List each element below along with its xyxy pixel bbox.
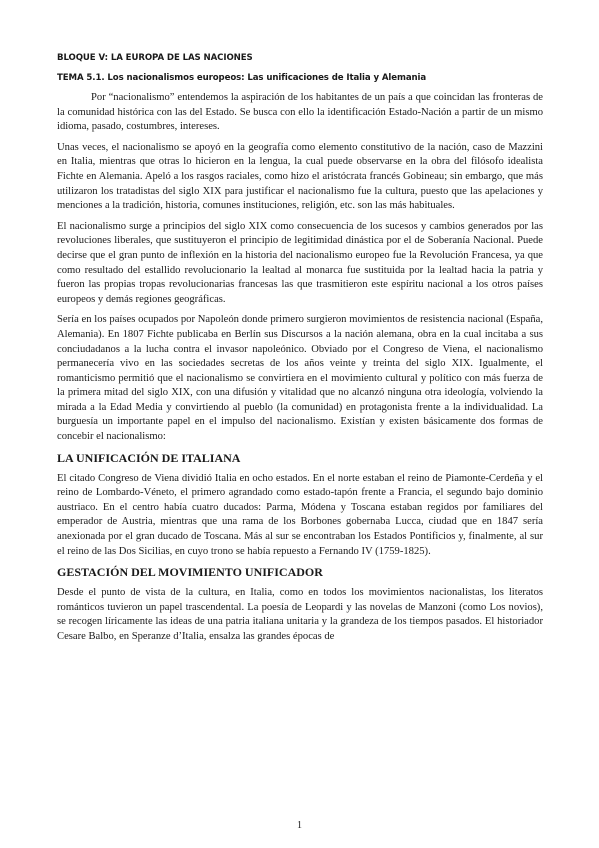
intro-paragraph-2: Unas veces, el nacionalismo se apoyó en la geografía como elemento constitutivo de la nación, caso de Mazzini en Italia, mientras que otras lo hicieron en la lengua, la cual puede observarse en la obra del filósofo idealista Fichte en Alemania. Apeló a los rasgos raciales, como hizo el aristócrata francés Gobineau; sin embargo, que más utilizaron los tratadistas del siglo XIX para justificar el nacionalismo fue la cultura, puesto que las apelaciones y menciones a la tradición, historia, comunes instituciones, religión, etc. son las más habituales. [57,141,543,212]
section-paragraph-gestacion: Desde el punto de vista de la cultura, en Italia, como en todos los movimientos nacionalistas, los literatos románticos tuvieron un papel trascendental. La poesía de Leopardi y las novelas de Manzoni (como Los novios), se recogen líricamente las ideas de una patria italiana unitaria y la grandeza de los tiempos pasados. El historiador Cesare Balbo, en Speranze d’Italia, ensalza las grandes épocas de [57,587,543,642]
intro-paragraph-1: Por “nacionalismo” entendemos la aspiración de los habitantes de un país a que coincidan las fronteras de la comunidad histórica con las del Estado. Se busca con ello la identificación Estado-Nación a partir de un mismo idioma, pasado, costumbres, intereses. [57,92,543,133]
intro-paragraph-3: El nacionalismo surge a principios del siglo XIX como consecuencia de los sucesos y cambios generados por las revoluciones liberales, que sustituyeron el principio de legitimidad dinástica por el de Soberanía Nacional. Puede decirse que el gran punto de inflexión en la historia del nacionalismo europeo fue la Revolución Francesa, ya que como resultado del estallido revolucionario la lealtad al monarca fue sustituida por la lealtad hacia la patria y fueron las propias tropas revolucionarias francesas las que trasmitieron este espíritu nacional a los otros países europeos y demás regiones geográficas. [57,220,543,305]
intro-paragraph-4: Sería en los países ocupados por Napoleón donde primero surgieron movimientos de resistencia nacional (España, Alemania). En 1807 Fichte publicaba en Berlín sus Discursos a la nación alemana, obra en la cual incitaba a sus conciudadanos a la lucha contra el invasor napoleónico. Obviado por el Congreso de Viena, el nacionalismo permanecería vivo en las sociedades secretas de los años veinte y treinta del siglo XIX. Igualmente, el romanticismo permitió que el nacionalismo se convirtiera en el movimiento cultural y político con más fuerza de la primera mitad del siglo XIX, con una difusión y vitalidad que no alcanzó ninguna otra ideología, volviendo la mirada a la Edad Media y convirtiendo al pueblo (la comunidad) en protagonista frente a la individualidad. La burguesía un importante papel en el impulso del nacionalismo. Existían y existen básicamente dos formas de concebir el nacionalismo: [57,314,543,443]
bloque-title: BLOQUE V: LA EUROPA DE LAS NACIONES [57,53,253,63]
section-paragraph-unificacion: El citado Congreso de Viena dividió Italia en ocho estados. En el norte estaban el reino de Piamonte-Cerdeña y el reino de Lombardo-Véneto, el primero agrandado como estado-tapón frente a Francia, el segundo bajo dominio austriaco. En el centro había cuatro ducados: Parma, Módena y Toscana estaban regidos por familiares del emperador de Austria, mientras que una rama de los Borbones gobernaba Lucca, ciudad que en 1847 sería anexionada por el gran ducado de Toscana. Más al sur se encontraban los Estados Pontificios y, finalmente, al sur el reino de las Dos Sicilias, en cuyo trono se había repuesto a Fernando IV (1759-1825). [57,472,543,557]
tema-title: TEMA 5.1. Los nacionalismos europeos: Las unificaciones de Italia y Alemania [57,73,427,83]
section-heading-gestacion: GESTACIÓN DEL MOVIMIENTO UNIFICADOR [57,565,323,580]
section-heading-unificacion: LA UNIFICACIÓN DE ITALIANA [57,450,241,465]
page-content [57,52,543,651]
page-number: 1 [297,820,302,831]
